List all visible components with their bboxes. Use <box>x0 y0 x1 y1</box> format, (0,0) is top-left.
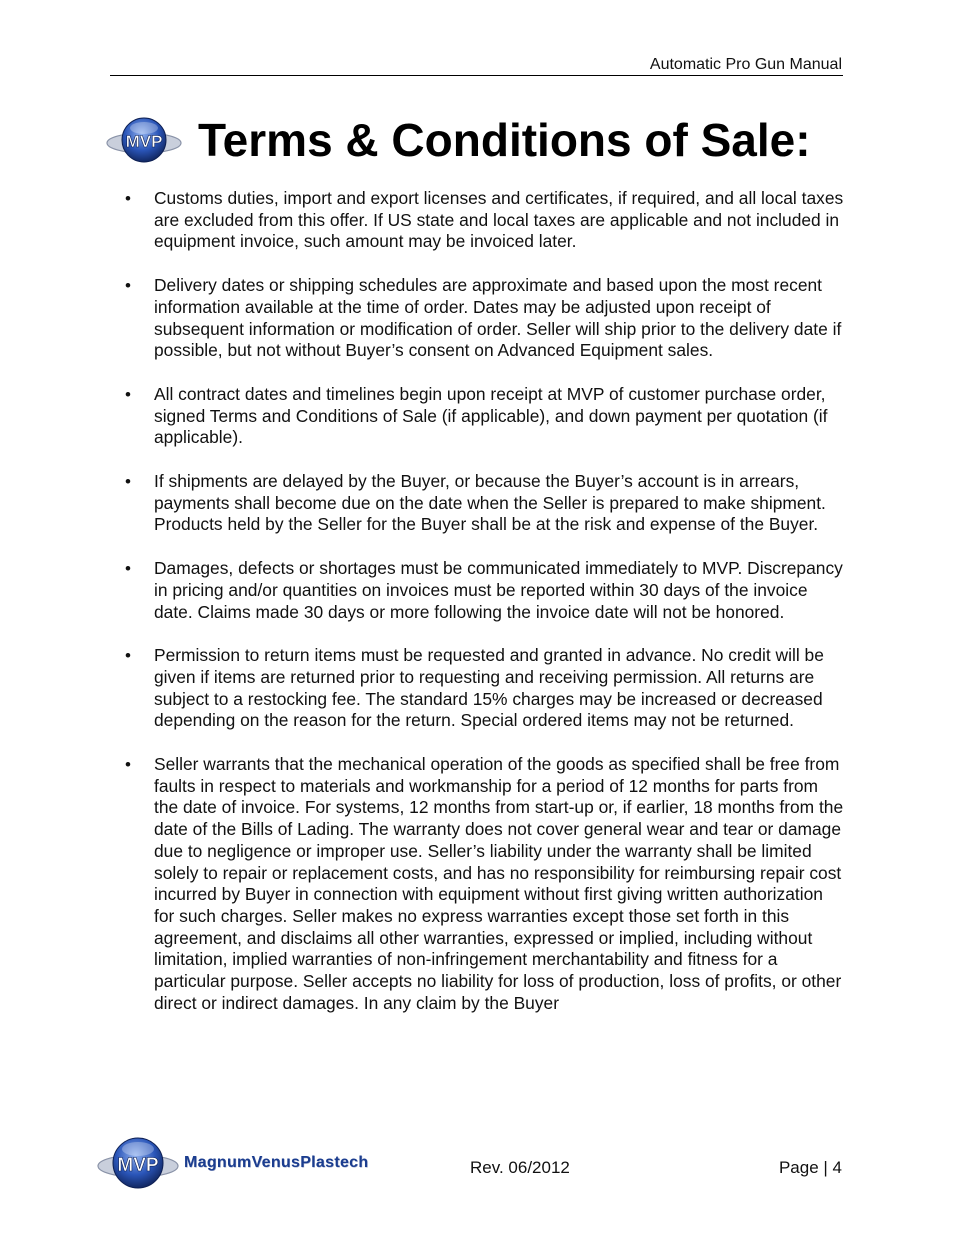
list-item <box>125 275 845 362</box>
list-item <box>125 558 845 623</box>
list-item <box>125 645 845 732</box>
svg-text:MVP: MVP <box>125 132 163 151</box>
list-item <box>125 471 845 536</box>
list-item <box>125 384 845 449</box>
list-item <box>125 188 845 253</box>
term-text: All contract dates and timelines begin upon receipt at MVP of customer purchase order, signed Terms and Conditions of Sale (if applicable), and down payment per quotation (if applicable). <box>154 383 828 448</box>
list-item <box>125 754 845 1014</box>
term-text: Permission to return items must be requested and granted in advance. No credit will be given if items are returned prior to requesting and receiving permission. All returns are subject to a restocking fee. The standard 15% charges may be increased or decreased depending on the reason for the return. Special ordered items may not be returned. <box>154 645 824 731</box>
brand-name: MagnumVenusPlastech <box>184 1154 369 1171</box>
bullet-icon: • <box>125 559 131 579</box>
bullet-icon: • <box>125 472 131 492</box>
svg-text:MVP: MVP <box>117 1155 159 1176</box>
bullet-icon: • <box>125 384 131 404</box>
bullet-icon: • <box>125 189 131 208</box>
title-row <box>104 108 864 172</box>
term-text: Damages, defects or shortages must be communicated immediately to MVP. Discrepancy in pricing and/or quantities on invoices must be reported within 30 days of the invoice date. Claims made 30 days or more following the invoice date will not be honored. <box>154 558 843 622</box>
bullet-icon: • <box>125 276 131 296</box>
term-text: Customs duties, import and export licenses and certificates, if required, and all local taxes are excluded from this offer. If US state and local taxes are applicable and not included in equipment invoice, such amount may be invoiced later. <box>154 188 844 252</box>
term-text: Delivery dates or shipping schedules are approximate and based upon the most recent information available at the time of order. Dates may be adjusted upon receipt of subsequent information or modification of order. Seller will ship prior to the delivery date if possible, but not without Buyer’s consent on Advanced Equipment sales. <box>154 275 842 361</box>
terms-list <box>125 188 845 1037</box>
mvp-logo-icon <box>104 112 184 168</box>
term-text: Seller warrants that the mechanical operation of the goods as specified shall be free from faults in respect to materials and workmanship for a period of 12 months for parts from the date of invoice. For systems, 12 months from start-up or, if earlier, 18 months from the date of the Bills of Lading. The warranty does not cover general wear and tear or damage due to negligence or improper use. Seller’s liability under the warranty shall be limited solely to repair or replacement costs, and has no responsibility for reimbursing repair cost incurred by Buyer in connection with equipment without first giving written authorization for such charges. Seller makes no express warranties except those set forth in this agreement, and disclaims all other warranties, expressed or implied, including without limitation, implied warranties of non-infringement merchantability and fitness for a particular purpose. Seller accepts no liability for loss of production, loss of profits, or other direct or indirect damages. In any claim by the Buyer <box>154 754 844 1013</box>
page-title: Terms & Conditions of Sale: <box>198 114 811 166</box>
bullet-icon: • <box>125 755 131 775</box>
bullet-icon: • <box>125 646 131 666</box>
footer-logo <box>96 1132 386 1194</box>
page-number: Page | 4 <box>778 1158 842 1177</box>
header-divider <box>110 75 843 76</box>
revision-label: Rev. 06/2012 <box>470 1158 570 1177</box>
manual-title: Automatic Pro Gun Manual <box>649 56 842 73</box>
term-text: If shipments are delayed by the Buyer, or because the Buyer’s account is in arrears, payments shall become due on the date when the Seller is prepared to make shipment. Products held by the Seller for the Buyer shall be at the risk and expense of the Buyer. <box>154 471 826 535</box>
mvp-footer-logo-icon <box>96 1132 180 1194</box>
